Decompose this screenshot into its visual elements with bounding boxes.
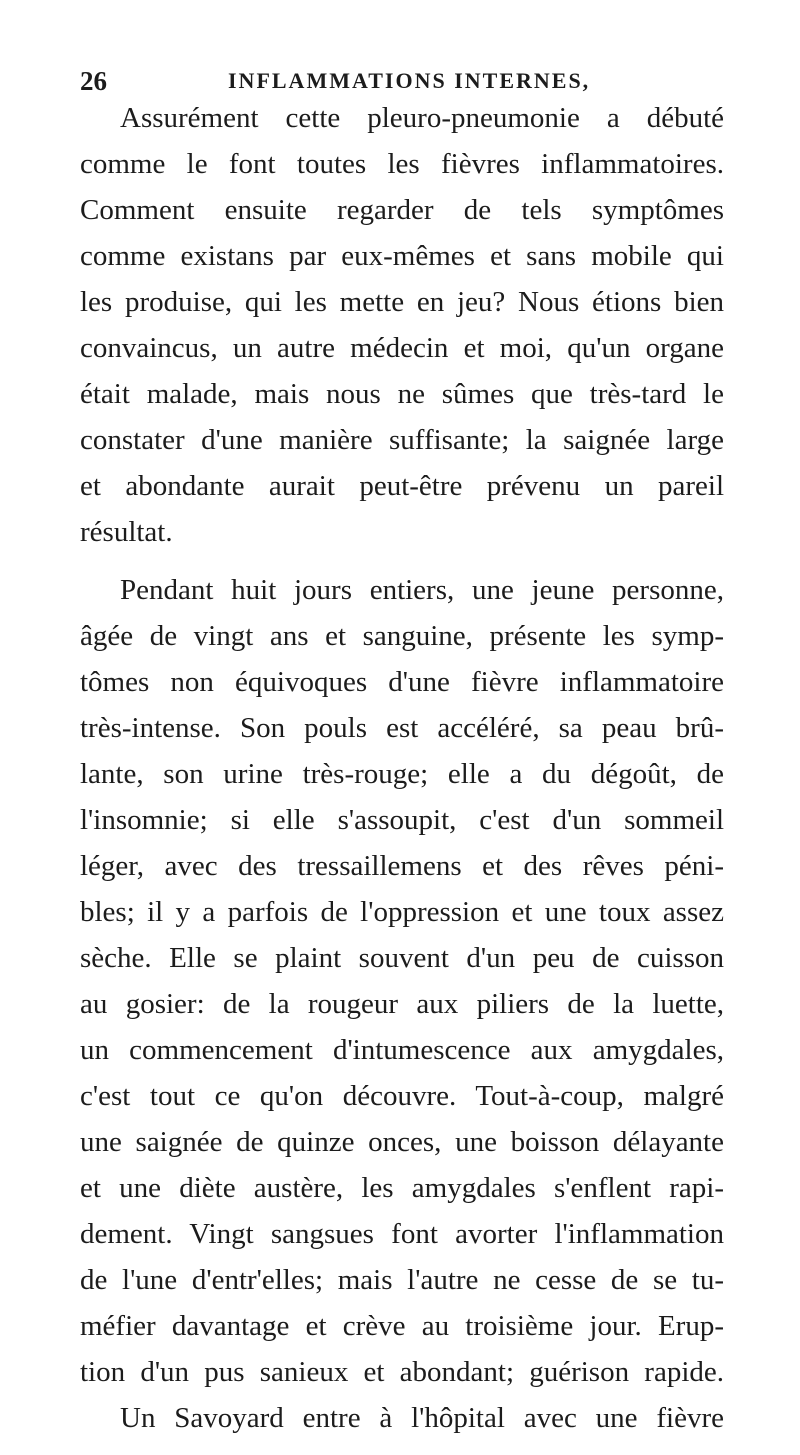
- text-line: Pendant huit jours entiers, une jeune personne,: [120, 574, 724, 606]
- text-line: comme le font toutes les fièvres inflammatoires.: [80, 148, 724, 180]
- text-line: sèche. Elle se plaint souvent d'un peu de cuisson: [80, 942, 724, 974]
- text-line: au gosier: de la rougeur aux piliers de la luette,: [80, 988, 724, 1020]
- text-line: tômes non équivoques d'une fièvre inflammatoire: [80, 666, 724, 698]
- text-line: l'insomnie; si elle s'assoupit, c'est d'un sommeil: [80, 804, 724, 836]
- text-line: et abondante aurait peut-être prévenu un pareil: [80, 470, 724, 502]
- text-line: léger, avec des tressaillemens et des rêves péni-: [80, 850, 724, 882]
- text-line: Assurément cette pleuro-pneumonie a débuté: [120, 102, 724, 134]
- text-line: résultat.: [80, 516, 173, 548]
- text-line: convaincus, un autre médecin et moi, qu'un organe: [80, 332, 724, 364]
- text-line: constater d'une manière suffisante; la saignée large: [80, 424, 724, 456]
- text-line: était malade, mais nous ne sûmes que très-tard le: [80, 378, 724, 410]
- text-line: Comment ensuite regarder de tels symptômes: [80, 194, 724, 226]
- text-line: méfier davantage et crève au troisième jour. Erup-: [80, 1310, 724, 1342]
- text-line: et une diète austère, les amygdales s'enflent rapi-: [80, 1172, 724, 1204]
- text-line: une saignée de quinze onces, une boisson délayante: [80, 1126, 724, 1158]
- running-head-title: INFLAMMATIONS INTERNES,: [228, 68, 591, 93]
- text-line: comme existans par eux-mêmes et sans mobile qui: [80, 240, 724, 272]
- text-line: Un Savoyard entre à l'hôpital avec une fièvre: [120, 1402, 724, 1434]
- text-line: très-intense. Son pouls est accéléré, sa peau brû-: [80, 712, 724, 744]
- text-line: de l'une d'entr'elles; mais l'autre ne cesse de se tu-: [80, 1264, 724, 1296]
- page-number: 26: [80, 66, 107, 96]
- text-line: un commencement d'intumescence aux amygdales,: [80, 1034, 724, 1066]
- text-line: lante, son urine très-rouge; elle a du dégoût, de: [80, 758, 724, 790]
- text-line: les produise, qui les mette en jeu? Nous étions bien: [80, 286, 724, 318]
- text-line: c'est tout ce qu'on découvre. Tout-à-coup, malgré: [80, 1080, 724, 1112]
- text-line: âgée de vingt ans et sanguine, présente les symp-: [80, 620, 724, 652]
- text-line: bles; il y a parfois de l'oppression et une toux assez: [80, 896, 724, 928]
- text-line: tion d'un pus sanieux et abondant; guérison rapide.: [80, 1356, 724, 1388]
- running-head: [80, 66, 720, 96]
- text-line: dement. Vingt sangsues font avorter l'inflammation: [80, 1218, 724, 1250]
